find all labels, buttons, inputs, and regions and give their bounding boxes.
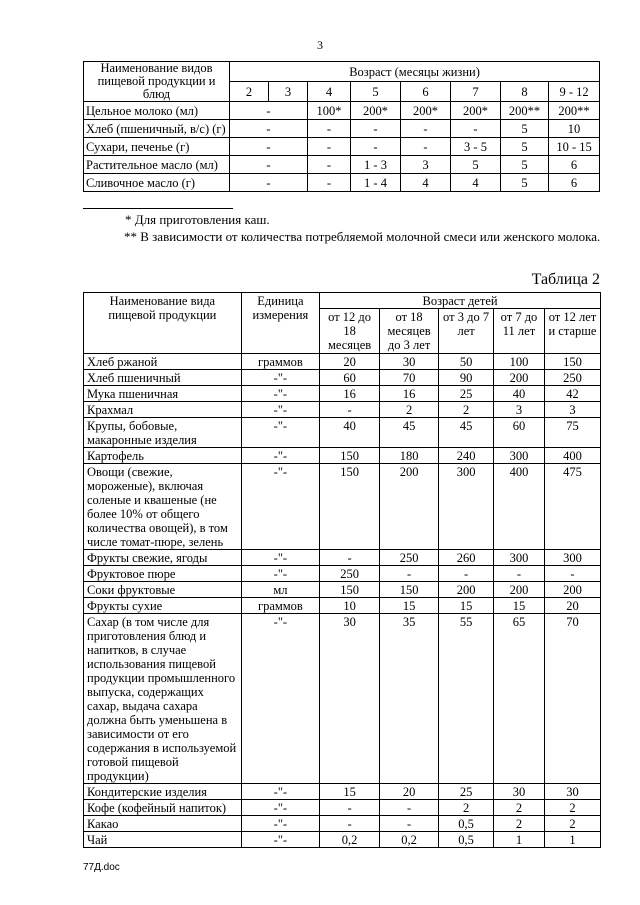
table1-cell: 5 (501, 120, 549, 138)
table2-row-name: Какао (84, 816, 242, 832)
table2-cell: 400 (494, 464, 545, 550)
table2-row-unit: -"- (241, 800, 319, 816)
table1-cell: 200* (451, 102, 501, 120)
table2-header-age: Возраст детей (320, 293, 601, 309)
table-row (84, 784, 601, 800)
table-row (84, 120, 600, 138)
table1-age-cell: 5 (351, 82, 401, 102)
table-row (84, 386, 601, 402)
table1-cell: - (308, 138, 351, 156)
table2-row-name: Фрукты сухие (84, 598, 242, 614)
table2-cell: 2 (494, 816, 545, 832)
table2-row-name: Фруктовое пюре (84, 566, 242, 582)
table2-row-unit: -"- (241, 816, 319, 832)
table2-cell: 0,2 (380, 832, 439, 848)
table1-age-cell: 3 (269, 82, 308, 102)
table2-cell: 150 (320, 464, 380, 550)
table2-row-name: Сахар (в том числе для приготовления блюд и напитков, в случае использования пищевой продукции промышленного выпуска, содержащих сахар, выдача сахара должна быть уменьшена в зависимости от его содержания в используемой готовой пищевой продукции) (84, 614, 242, 784)
table-row (84, 174, 600, 192)
table2-cell: 60 (320, 370, 380, 386)
table2-cell: 2 (439, 402, 494, 418)
table2-cell: 150 (380, 582, 439, 598)
table2-row-unit: -"- (241, 448, 319, 464)
table-row (84, 464, 601, 550)
table-row (84, 582, 601, 598)
table2-cell: 150 (544, 354, 600, 370)
table2-cell: 25 (439, 784, 494, 800)
table-row (84, 816, 601, 832)
table2-row-unit: -"- (241, 370, 319, 386)
table-row (84, 354, 601, 370)
table2-cell: 15 (320, 784, 380, 800)
table1-cell: 200* (401, 102, 451, 120)
table2-row-name: Крахмал (84, 402, 242, 418)
table1-row-name: Растительное масло (мл) (84, 156, 230, 174)
table-row (84, 550, 601, 566)
table2-cell: 1 (544, 832, 600, 848)
table2-header-unit: Единица измерения (241, 293, 319, 354)
table2-cell: 90 (439, 370, 494, 386)
table2-cell: 2 (439, 800, 494, 816)
table2-cell: 1 (494, 832, 545, 848)
table1-cell: - (401, 120, 451, 138)
table2-age-group: от 18 месяцев до 3 лет (380, 309, 439, 354)
table1-row-name: Сухари, печенье (г) (84, 138, 230, 156)
table-row (84, 598, 601, 614)
table2-cell: 35 (380, 614, 439, 784)
table2-row-name: Хлеб пшеничный (84, 370, 242, 386)
table2-row-name: Кофе (кофейный напиток) (84, 800, 242, 816)
table1-cell: - (351, 120, 401, 138)
table1-cell: 10 (549, 120, 600, 138)
table1-header-name: Наименование видов пищевой продукции и блюд (84, 62, 230, 102)
table1-cell: 5 (501, 138, 549, 156)
table2-cell: 65 (494, 614, 545, 784)
table1-age-cell: 8 (501, 82, 549, 102)
table2-cell: - (439, 566, 494, 582)
table-row (84, 832, 601, 848)
table2-cell: 150 (320, 582, 380, 598)
table1-cell: 6 (549, 174, 600, 192)
table2-cell: 55 (439, 614, 494, 784)
table2-cell: 250 (380, 550, 439, 566)
table2-cell: 300 (544, 550, 600, 566)
table2-row-unit: -"- (241, 550, 319, 566)
table1-cell: 100* (308, 102, 351, 120)
table1-age-cell: 4 (308, 82, 351, 102)
table2-header-name: Наименование вида пищевой продукции (84, 293, 242, 354)
table1-cell: 1 - 4 (351, 174, 401, 192)
table1-cell: - (308, 174, 351, 192)
table2-cell: 200 (544, 582, 600, 598)
table2-row-unit: -"- (241, 386, 319, 402)
table2-cell: 200 (494, 582, 545, 598)
table-row (84, 800, 601, 816)
table2-cell: 30 (380, 354, 439, 370)
table2-cell: 400 (544, 448, 600, 464)
table2-row-unit: -"- (241, 402, 319, 418)
table1-cell: 4 (451, 174, 501, 192)
table2-cell: 2 (380, 402, 439, 418)
table1-cell: - (230, 174, 308, 192)
table2-age-group: от 12 до 18 месяцев (320, 309, 380, 354)
table1-cell: - (401, 138, 451, 156)
table2-cell: 300 (494, 550, 545, 566)
table2-cell: 20 (380, 784, 439, 800)
table2-cell: 15 (439, 598, 494, 614)
table2-cell: 20 (320, 354, 380, 370)
table2-cell: 16 (320, 386, 380, 402)
table2-cell: 10 (320, 598, 380, 614)
table2-cell: 250 (544, 370, 600, 386)
table1-cell: 3 (401, 156, 451, 174)
table2-cell: 25 (439, 386, 494, 402)
table2-cell: 30 (320, 614, 380, 784)
table2-cell: - (380, 800, 439, 816)
table2-row-name: Мука пшеничная (84, 386, 242, 402)
table1-cell: 200** (501, 102, 549, 120)
table2-cell: 300 (439, 464, 494, 550)
table-row (84, 370, 601, 386)
table1-cell: 6 (549, 156, 600, 174)
table2-cell: 30 (544, 784, 600, 800)
table1-cell: 5 (451, 156, 501, 174)
table1-age-cell: 2 (230, 82, 269, 102)
table2-cell: 75 (544, 418, 600, 448)
table2-row-unit: -"- (241, 784, 319, 800)
page-number: 3 (317, 38, 323, 52)
table2-cell: 60 (494, 418, 545, 448)
table2-row-unit: граммов (241, 598, 319, 614)
table1-header-row (84, 62, 600, 82)
table1-cell: 5 (501, 156, 549, 174)
table1-cell: - (230, 120, 308, 138)
table2-row-unit: -"- (241, 614, 319, 784)
table2-cell: 260 (439, 550, 494, 566)
table-row (84, 402, 601, 418)
table2-cell: 15 (494, 598, 545, 614)
table1-cell: - (230, 138, 308, 156)
table-row (84, 156, 600, 174)
table2-cell: 0,2 (320, 832, 380, 848)
table2-cell: 0,5 (439, 816, 494, 832)
table2-cell: 70 (380, 370, 439, 386)
table2-cell: 200 (494, 370, 545, 386)
table1-header-age: Возраст (месяцы жизни) (230, 62, 600, 82)
footnote-1: * Для приготовления каш. (125, 212, 270, 227)
table2-cell: 2 (544, 816, 600, 832)
table2-row-name: Кондитерские изделия (84, 784, 242, 800)
table2-row-name: Крупы, бобовые, макаронные изделия (84, 418, 242, 448)
table2-cell: 200 (380, 464, 439, 550)
table2-cell: - (494, 566, 545, 582)
table2-cell: 0,5 (439, 832, 494, 848)
table2-caption: Таблица 2 (531, 271, 600, 288)
table-row (84, 566, 601, 582)
table2-cell: 40 (494, 386, 545, 402)
table2-cell: 2 (494, 800, 545, 816)
table2-cell: 15 (380, 598, 439, 614)
table1-row-name: Хлеб (пшеничный, в/с) (г) (84, 120, 230, 138)
table2-cell: 42 (544, 386, 600, 402)
table1-cell: - (351, 138, 401, 156)
table1-cell: 4 (401, 174, 451, 192)
table1-age-cell: 7 (451, 82, 501, 102)
table2-cell: 3 (544, 402, 600, 418)
table2-row-unit: -"- (241, 418, 319, 448)
table1-cell: 200* (351, 102, 401, 120)
table-row (84, 138, 600, 156)
footnote-2: ** В зависимости от количества потребляемой молочной смеси или женского молока. (124, 229, 601, 244)
table2-cell: 250 (320, 566, 380, 582)
table2-cell: 300 (494, 448, 545, 464)
table1-cell: - (230, 102, 308, 120)
table2-cell: - (320, 550, 380, 566)
table2-cell: 2 (544, 800, 600, 816)
table1-cell: 5 (501, 174, 549, 192)
table1-cell: 1 - 3 (351, 156, 401, 174)
table2-row-name: Хлеб ржаной (84, 354, 242, 370)
table2-row-unit: -"- (241, 566, 319, 582)
table1-cell: - (308, 156, 351, 174)
table2-cell: 100 (494, 354, 545, 370)
table2-cell: 30 (494, 784, 545, 800)
table2-cell: - (320, 402, 380, 418)
table2-cell: - (544, 566, 600, 582)
table2-row-name: Картофель (84, 448, 242, 464)
table2-cell: - (380, 566, 439, 582)
table2-cell: 200 (439, 582, 494, 598)
table2-cell: - (380, 816, 439, 832)
table1-cell: - (230, 156, 308, 174)
table-infant-food-by-month (83, 61, 600, 192)
table-row (84, 448, 601, 464)
table2-cell: 180 (380, 448, 439, 464)
table-row (84, 102, 600, 120)
table2-cell: 45 (380, 418, 439, 448)
table-row (84, 418, 601, 448)
table-row (84, 614, 601, 784)
table2-row-unit: -"- (241, 832, 319, 848)
table2-cell: 45 (439, 418, 494, 448)
table2-cell: 475 (544, 464, 600, 550)
table1-age-cell: 9 - 12 (549, 82, 600, 102)
table1-cell: 10 - 15 (549, 138, 600, 156)
table2-cell: 240 (439, 448, 494, 464)
table2-cell: 20 (544, 598, 600, 614)
table2-row-unit: мл (241, 582, 319, 598)
table1-row-name: Сливочное масло (г) (84, 174, 230, 192)
footnote-divider (83, 208, 233, 209)
table2-row-unit: граммов (241, 354, 319, 370)
table1-cell: 200** (549, 102, 600, 120)
table2-row-name: Соки фруктовые (84, 582, 242, 598)
table1-cell: 3 - 5 (451, 138, 501, 156)
document-filename: 77Д.doc (83, 862, 120, 873)
table1-cell: - (451, 120, 501, 138)
table2-age-group: от 12 лет и старше (544, 309, 600, 354)
table2-age-group: от 3 до 7 лет (439, 309, 494, 354)
table2-row-name: Фрукты свежие, ягоды (84, 550, 242, 566)
table2-row-name: Чай (84, 832, 242, 848)
table2-cell: - (320, 816, 380, 832)
table2-cell: 70 (544, 614, 600, 784)
table2-cell: 16 (380, 386, 439, 402)
table2-cell: 50 (439, 354, 494, 370)
table2-cell: 150 (320, 448, 380, 464)
table2-age-group: от 7 до 11 лет (494, 309, 545, 354)
table2-cell: - (320, 800, 380, 816)
table2-cell: 3 (494, 402, 545, 418)
table2-row-unit: -"- (241, 464, 319, 550)
table2-header-row (84, 293, 601, 309)
table1-row-name: Цельное молоко (мл) (84, 102, 230, 120)
table2-row-name: Овощи (свежие, мороженые), включая соленые и квашеные (не более 10% от общего количества овощей), в том числе томат-пюре, зелень (84, 464, 242, 550)
table-child-food-norms (83, 292, 601, 848)
table1-age-cell: 6 (401, 82, 451, 102)
table2-cell: 40 (320, 418, 380, 448)
table1-cell: - (308, 120, 351, 138)
